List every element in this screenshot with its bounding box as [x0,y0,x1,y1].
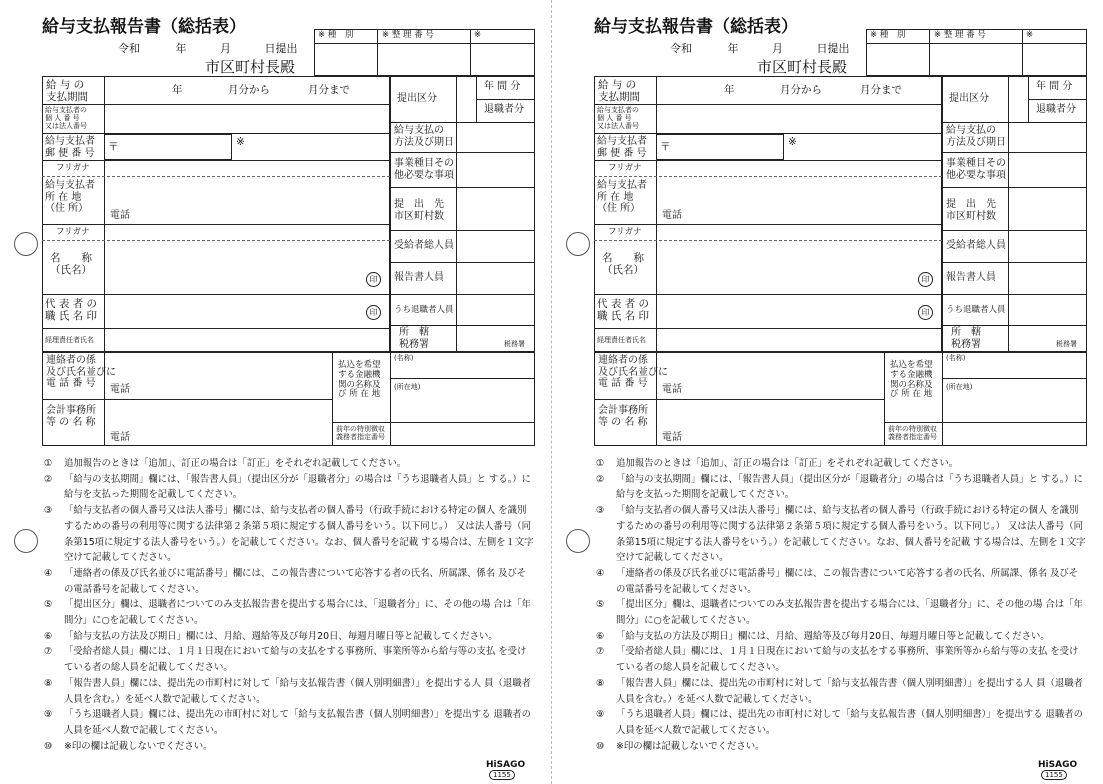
form-title: 給与支払報告書（総括表） [594,17,798,37]
form-sheet-right: 給与支払報告書（総括表） 令和 年 月 日提出 市区町村長殿 ※ 種 別 ※ 整 理 番 号 ※ 給 与 の 支払期間 年 月分から 月分まで 給与支払者の 個 人 番 号 又は法人番号 給与支払者 郵 便 番 号 〒 ※ フリガナ 給与支払者 所 在 地 （住 所） 電話 フリガナ 名 称 （氏名） 印 代 表 者 の 職 氏 名 印 印 経理責任者氏名 提出区分 年 間 分 退職者分 給与支払の 方法及び期日 事業種目その 他必要な事項 提 出 先 市区町村数 受給者総人員 報告書人員 うち退職者人員 所 轄 税務署 税務署 連絡者の係 及び氏名並びに 電 話 番 号 電話 会計事務所 等 の 名 称 電話 払込を希望 する金融機 関の名称及 び 所 在 地 (名称) (所在地) 前年の特別徴収 義務者指定番号 ① 追加報告のときは「追加」、訂正の場合は「訂正」をそれぞれ記載してください。 ② 「給与の支払期間」欄には、「報告書人員」（提出区分が「退職者分」の場合は「うち退職者人員」と する。）に給与を支払った期間を記載してください。 ③ 「給与支払者の個人番号又は法人番号」欄には、給与支払者の個人番号（行政手続における特定の個人 を識別するための番号の利用等に関する法律第２条第５項に規定する個人番号をいう。以下同じ。） 又は法人番号（同条第15項に規定する法人番号をいう。）を記載してください。なお、個人番号を記載 する場合は、左側を１文字空けて記載してください。 ④ 「連絡者の係及び氏名並びに電話番号」欄には、この報告書について応答する者の氏名、所属課、係名 及びその電話番号を記載してください。 ⑤ 「提出区分」欄は、退職者についてのみ支払報告書を提出する場合には、「退職者分」に、その他の場 合は「年間分」に○を記載してください。 ⑥ 「給与支払の方法及び期日」欄には、月給、週給等及び毎月20日、毎週月曜日等と記載してください。 ⑦ 「受給者総人員」欄には、１月１日現在において給与の支払をする事務所、事業所等から給与等の支払 を受けている者の総人員を記載してください。 ⑧ 「報告書人員」欄には、提出先の市町村に対して「給与支払報告書（個人別明細書）」を提出する人 員（退職者人員を含む。）を延べ人数で記載してください。 ⑨ 「うち退職者人員」欄には、提出先の市町村に対して「給与支払報告書（個人別明細書）」を提出する 退職者の人員を延べ人数で記載してください。 ⑩ ※印の欄は記載しないでください。 HiSAGO1155 [552,0,1103,784]
pay-method-label: 給与支払の 方法及び期日 [394,125,454,148]
binding-hole [566,529,590,553]
type-label: ※ 種 別 [870,30,906,40]
note-item: ⑧ 「報告書人員」欄には、提出先の市町村に対して「給与支払報告書（個人別明細書）」を提出する人 員（退職者人員を含む。）を延べ人数で記載してください。 [44,677,532,705]
seal-mark: 印 [918,305,933,320]
form-sheet-left: 給与支払報告書（総括表） 令和 年 月 日提出 市区町村長殿 ※ 種 別 ※ 整 理 番 号 ※ 給 与 の 支払期間 年 月分から 月分まで 給与支払者の 個 人 番 号 又は法人番号 給与支払者 郵 便 番 号 〒 ※ フリガナ 給与支払者 所 在 地 （住 所） 電話 フリガナ 名 称 （氏名） 印 代 表 者 の 職 氏 名 印 印 経理責任者氏名 提出区分 年 間 分 退職者分 給与支払の 方法及び期日 事業種目その 他必要な事項 提 出 先 市区町村数 受給者総人員 報告書人員 うち退職者人員 所 轄 税務署 税務署 連絡者の係 及び氏名並びに 電 話 番 号 電話 会計事務所 等 の 名 称 電話 払込を希望 する金融機 関の名称及 び 所 在 地 (名称) (所在地) 前年の特別徴収 義務者指定番号 ① 追加報告のときは「追加」、訂正の場合は「訂正」をそれぞれ記載してください。 ② 「給与の支払期間」欄には、「報告書人員」（提出区分が「退職者分」の場合は「うち退職者人員」と する。）に給与を支払った期間を記載してください。 ③ 「給与支払者の個人番号又は法人番号」欄には、給与支払者の個人番号（行政手続における特定の個人 を識別するための番号の利用等に関する法律第２条第５項に規定する個人番号をいう。以下同じ。） 又は法人番号（同条第15項に規定する法人番号をいう。）を記載してください。なお、個人番号を記載 する場合は、左側を１文字空けて記載してください。 ④ 「連絡者の係及び氏名並びに電話番号」欄には、この報告書について応答する者の氏名、所属課、係名 及びその電話番号を記載してください。 ⑤ 「提出区分」欄は、退職者についてのみ支払報告書を提出する場合には、「退職者分」に、その他の場 合は「年間分」に○を記載してください。 ⑥ 「給与支払の方法及び期日」欄には、月給、週給等及び毎月20日、毎週月曜日等と記載してください。 ⑦ 「受給者総人員」欄には、１月１日現在において給与の支払をする事務所、事業所等から給与等の支払 を受けている者の総人員を記載してください。 ⑧ 「報告書人員」欄には、提出先の市町村に対して「給与支払報告書（個人別明細書）」を提出する人 員（退職者人員を含む。）を延べ人数で記載してください。 ⑨ 「うち退職者人員」欄には、提出先の市町村に対して「給与支払報告書（個人別明細書）」を提出する 退職者の人員を延べ人数で記載してください。 ⑩ ※印の欄は記載しないでください。 HiSAGO1155 [0,0,551,784]
furigana-label: フリガナ [56,227,90,237]
furigana-label: フリガナ [608,163,642,173]
retiree-option[interactable]: 退職者分 [484,104,524,115]
note-item: ⑩ ※印の欄は記載しないでください。 [596,740,765,752]
pay-period-label: 給 与 の 支払期間 [46,79,88,104]
note-item: ① 追加報告のときは「追加」、訂正の場合は「訂正」をそれぞれ記載してください。 [596,458,959,469]
submission-type-label: 提出区分 [949,93,989,104]
payer-number-label: 給与支払者の 個 人 番 号 又は法人番号 [45,106,87,131]
annual-option[interactable]: 年 間 分 [484,81,521,92]
accountant-label: 経理責任者氏名 [597,336,646,344]
contact-label: 連絡者の係 及び氏名並びに 電 話 番 号 [46,355,116,389]
retiree-option[interactable]: 退職者分 [1036,104,1076,115]
note-item: ② 「給与の支払期間」欄には、「報告書人員」（提出区分が「退職者分」の場合は「うち退職者人員」と する。）に給与を支払った期間を記載してください。 [44,473,532,501]
accounting-firm-label: 会計事務所 等 の 名 称 [46,405,96,428]
brand-logo: HiSAGO1155 [1038,760,1078,779]
seal-mark: 印 [366,305,381,320]
ref-mark: ※ [474,30,482,40]
note-item: ⑤ 「提出区分」欄は、退職者についてのみ支払報告書を提出する場合には、「退職者分」に、その他の場 合は「年間分」に○を記載してください。 [44,599,531,627]
binding-hole [566,232,590,256]
accountant-label: 経理責任者氏名 [45,336,94,344]
form-title: 給与支払報告書（総括表） [42,17,246,37]
binding-hole [14,529,38,553]
representative-label: 代 表 者 の 職 氏 名 印 [45,298,98,323]
note-item: ④ 「連絡者の係及び氏名並びに電話番号」欄には、この報告書について応答する者の氏名、所属課、係名 及びその電話番号を記載してください。 [596,567,1079,595]
pay-period-label: 給 与 の 支払期間 [598,79,640,104]
note-item: ⑥ 「給与支払の方法及び期日」欄には、月給、週給等及び毎月20日、毎週月曜日等と記載してください。 [44,630,498,642]
seal-mark: 印 [918,272,933,287]
city-count-label: 提 出 先 市区町村数 [394,199,444,222]
note-item: ① 追加報告のときは「追加」、訂正の場合は「訂正」をそれぞれ記載してください。 [44,458,407,469]
business-label: 事業種目その 他必要な事項 [394,158,454,181]
note-item: ③ 「給与支払者の個人番号又は法人番号」欄には、給与支払者の個人番号（行政手続における特定の個人 を識別するための番号の利用等に関する法律第２条第５項に規定する個人番号をいう。以下同じ。） 又は法人番号（同条第15項に規定する法人番号をいう。）を記載してください。なお、個人番号を記載 する場合は、左側を１文字空けて記載してください。 [596,505,1086,564]
tax-office-label: 所 轄 税務署 [951,327,981,350]
note-item: ⑩ ※印の欄は記載しないでください。 [44,740,213,752]
postal-label: 給与支払者 郵 便 番 号 [45,136,95,159]
note-item: ④ 「連絡者の係及び氏名並びに電話番号」欄には、この報告書について応答する者の氏名、所属課、係名 及びその電話番号を記載してください。 [44,567,527,595]
binding-hole [14,232,38,256]
retired-count-label: うち退職者人員 [946,305,1006,315]
submission-date: 令和 年 月 日提出 [118,42,298,55]
brand-logo: HiSAGO1155 [486,760,526,779]
special-collector-label: 前年の特別徴収 義務者指定番号 [888,425,937,442]
pay-method-label: 給与支払の 方法及び期日 [946,125,1006,148]
furigana-label: フリガナ [608,227,642,237]
instruction-notes [596,456,1086,754]
ref-label: ※ 整 理 番 号 [382,30,434,40]
payer-number-label: 給与支払者の 個 人 番 号 又は法人番号 [597,106,639,131]
ref-label: ※ 整 理 番 号 [934,30,986,40]
reported-count-label: 報告書人員 [946,272,996,283]
accounting-firm-label: 会計事務所 等 の 名 称 [598,405,648,428]
addressee: 市区町村長殿 [205,58,296,76]
submission-type-label: 提出区分 [397,93,437,104]
recipients-label: 受給者総人員 [394,240,454,251]
note-item: ⑧ 「報告書人員」欄には、提出先の市町村に対して「給与支払報告書（個人別明細書）」を提出する人 員（退職者人員を含む。）を延べ人数で記載してください。 [596,677,1084,705]
note-item: ⑦ 「受給者総人員」欄には、１月１日現在において給与の支払をする事務所、事業所等から給与等の支払 を受けている者の総人員を記載してください。 [596,646,1079,674]
recipients-label: 受給者総人員 [946,240,1006,251]
note-item: ⑥ 「給与支払の方法及び期日」欄には、月給、週給等及び毎月20日、毎週月曜日等と記載してください。 [596,630,1050,642]
furigana-label: フリガナ [56,163,90,173]
address-label: 給与支払者 所 在 地 （住 所） [597,180,647,214]
business-label: 事業種目その 他必要な事項 [946,158,1006,181]
type-label: ※ 種 別 [318,30,354,40]
postal-label: 給与支払者 郵 便 番 号 [597,136,647,159]
note-item: ③ 「給与支払者の個人番号又は法人番号」欄には、給与支払者の個人番号（行政手続における特定の個人 を識別するための番号の利用等に関する法律第２条第５項に規定する個人番号をいう。以下同じ。） 又は法人番号（同条第15項に規定する法人番号をいう。）を記載してください。なお、個人番号を記載 する場合は、左側を１文字空けて記載してください。 [44,505,534,564]
note-item: ⑤ 「提出区分」欄は、退職者についてのみ支払報告書を提出する場合には、「退職者分」に、その他の場 合は「年間分」に○を記載してください。 [596,599,1083,627]
retired-count-label: うち退職者人員 [394,305,454,315]
contact-label: 連絡者の係 及び氏名並びに 電 話 番 号 [598,355,668,389]
note-item: ② 「給与の支払期間」欄には、「報告書人員」（提出区分が「退職者分」の場合は「うち退職者人員」と する。）に給与を支払った期間を記載してください。 [596,473,1084,501]
submission-date: 令和 年 月 日提出 [670,42,850,55]
company-name-label: 名 称 （氏名） [50,252,92,277]
note-item: ⑦ 「受給者総人員」欄には、１月１日現在において給与の支払をする事務所、事業所等から給与等の支払 を受けている者の総人員を記載してください。 [44,646,527,674]
note-item: ⑨ 「うち退職者人員」欄には、提出先の市町村に対して「給与支払報告書（個人別明細書）」を提出する 退職者の人員を延べ人数で記載してください。 [44,709,532,736]
addressee: 市区町村長殿 [757,58,848,76]
note-item: ⑨ 「うち退職者人員」欄には、提出先の市町村に対して「給与支払報告書（個人別明細書）」を提出する 退職者の人員を延べ人数で記載してください。 [596,709,1084,736]
postal-code-input[interactable] [656,134,784,160]
bank-label: 払込を希望 する金融機 関の名称及 び 所 在 地 [890,360,933,400]
annual-option[interactable]: 年 間 分 [1036,81,1073,92]
ref-mark: ※ [1026,30,1034,40]
postal-code-input[interactable] [104,134,232,160]
bank-label: 払込を希望 する金融機 関の名称及 び 所 在 地 [338,360,381,400]
tax-office-label: 所 轄 税務署 [399,327,429,350]
representative-label: 代 表 者 の 職 氏 名 印 [597,298,650,323]
seal-mark: 印 [366,272,381,287]
company-name-label: 名 称 （氏名） [602,252,644,277]
instruction-notes [44,456,534,754]
special-collector-label: 前年の特別徴収 義務者指定番号 [336,425,385,442]
city-count-label: 提 出 先 市区町村数 [946,199,996,222]
reported-count-label: 報告書人員 [394,272,444,283]
address-label: 給与支払者 所 在 地 （住 所） [45,180,95,214]
